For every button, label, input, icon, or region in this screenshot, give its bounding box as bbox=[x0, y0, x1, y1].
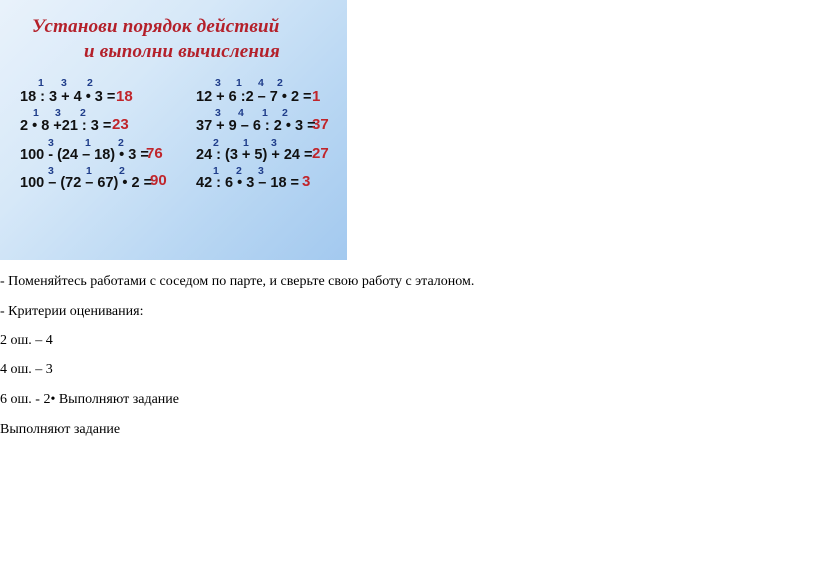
order-number: 2 bbox=[119, 165, 125, 177]
expression: 24 : (3 + 5) + 24 = bbox=[196, 147, 313, 163]
answer: 37 bbox=[312, 116, 329, 133]
order-number: 3 bbox=[55, 107, 61, 119]
order-number: 2 bbox=[213, 137, 219, 149]
order-number: 1 bbox=[38, 77, 44, 89]
answer: 23 bbox=[112, 116, 129, 133]
criteria-item: 4 ош. – 3 bbox=[0, 362, 53, 377]
instruction-line: - Поменяйтесь работами с соседом по парте, и сверьте свою работу с эталоном. bbox=[0, 274, 475, 289]
answer: 90 bbox=[150, 172, 167, 189]
order-number: 2 bbox=[282, 107, 288, 119]
order-number: 1 bbox=[262, 107, 268, 119]
order-number: 1 bbox=[243, 137, 249, 149]
answer: 1 bbox=[312, 88, 321, 105]
order-number: 2 bbox=[87, 77, 93, 89]
order-number: 4 bbox=[258, 77, 264, 89]
criteria-heading: - Критерии оценивания: bbox=[0, 304, 144, 319]
answer: 3 bbox=[302, 173, 311, 190]
order-number: 1 bbox=[86, 165, 92, 177]
order-number: 1 bbox=[236, 77, 242, 89]
expression: 42 : 6 • 3 – 18 = bbox=[196, 175, 300, 191]
answer: 18 bbox=[116, 88, 133, 105]
order-number: 4 bbox=[238, 107, 244, 119]
order-number: 3 bbox=[48, 137, 54, 149]
criteria-item: 2 ош. – 4 bbox=[0, 333, 53, 348]
slide-title-line2: и выполни вычисления bbox=[84, 41, 280, 62]
criteria-item: 6 ош. - 2• Выполняют задание bbox=[0, 392, 179, 407]
exercise-slide-image bbox=[0, 0, 347, 260]
order-number: 1 bbox=[213, 165, 219, 177]
expression: 12 + 6 :2 – 7 • 2 = bbox=[196, 89, 312, 105]
expression: 100 - (24 – 18) • 3 = bbox=[20, 147, 149, 163]
expression: 2 • 8 +21 : 3 = bbox=[20, 118, 112, 134]
order-number: 2 bbox=[118, 137, 124, 149]
order-number: 2 bbox=[236, 165, 242, 177]
order-number: 3 bbox=[258, 165, 264, 177]
expression: 37 + 9 – 6 : 2 • 3 = bbox=[196, 118, 316, 134]
order-number: 3 bbox=[271, 137, 277, 149]
order-number: 3 bbox=[215, 107, 221, 119]
order-number: 3 bbox=[48, 165, 54, 177]
expression: 18 : 3 + 4 • 3 = bbox=[20, 89, 116, 105]
order-number: 3 bbox=[215, 77, 221, 89]
order-number: 1 bbox=[33, 107, 39, 119]
expression: 100 – (72 – 67) • 2 = bbox=[20, 175, 153, 191]
task-line: Выполняют задание bbox=[0, 422, 121, 437]
answer: 76 bbox=[146, 145, 163, 162]
order-number: 3 bbox=[61, 77, 67, 89]
slide-title-line1: Установи порядок действий bbox=[32, 16, 280, 37]
order-number: 2 bbox=[80, 107, 86, 119]
order-number: 1 bbox=[85, 137, 91, 149]
order-number: 2 bbox=[277, 77, 283, 89]
answer: 27 bbox=[312, 145, 329, 162]
